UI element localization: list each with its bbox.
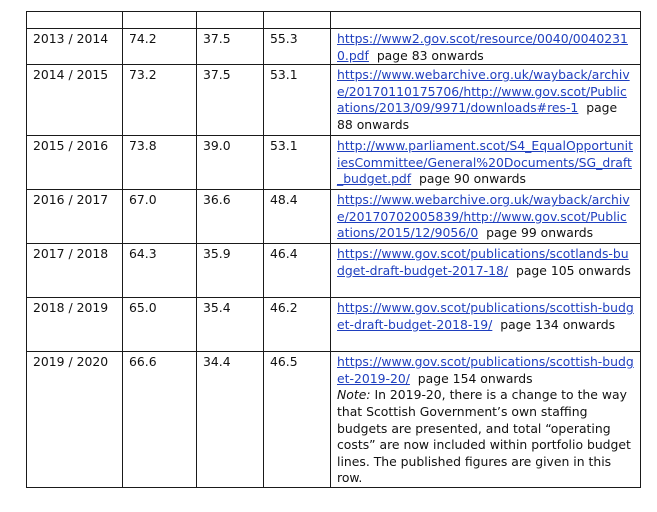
value-cell-a: 66.6	[123, 352, 197, 488]
value-cell-a: 65.0	[123, 298, 197, 352]
page-reference: page 99 onwards	[486, 225, 594, 241]
value-cell-b: 37.5	[197, 29, 264, 65]
source-cell	[331, 352, 641, 488]
source-link[interactable]: https://www2.gov.scot/resource/0040/00402310.pdf	[337, 31, 628, 63]
table-row	[27, 136, 641, 190]
value-cell-a: 73.8	[123, 136, 197, 190]
value-cell-c: 53.1	[264, 136, 331, 190]
value-cell-b: 35.4	[197, 298, 264, 352]
table-row	[27, 298, 641, 352]
header-cell	[331, 12, 641, 29]
value-cell-b: 37.5	[197, 65, 264, 136]
year-cell: 2017 / 2018	[27, 244, 123, 298]
table-header-row	[27, 12, 641, 29]
year-cell: 2014 / 2015	[27, 65, 123, 136]
note-text: In 2019-20, there is a change to the way that Scottish Government’s own staffing budgets are presented, and total “operating costs” are now included within portfolio budget lines. The published figures are given in this row.	[337, 387, 631, 486]
source-link[interactable]: https://www.webarchive.org.uk/wayback/archive/20170110175706/http://www.gov.scot/Publications/2013/09/9971/downloads#res-1	[337, 67, 630, 116]
header-cell	[264, 12, 331, 29]
value-cell-a: 67.0	[123, 190, 197, 244]
value-cell-a: 74.2	[123, 29, 197, 65]
year-cell: 2018 / 2019	[27, 298, 123, 352]
note-label: Note:	[337, 387, 371, 403]
source-cell	[331, 244, 641, 298]
source-link[interactable]: https://www.gov.scot/publications/scottish-budget-2019-20/	[337, 354, 634, 386]
page-reference: page 134 onwards	[500, 316, 616, 332]
value-cell-a: 64.3	[123, 244, 197, 298]
value-cell-b: 39.0	[197, 136, 264, 190]
header-cell	[123, 12, 197, 29]
header-cell	[197, 12, 264, 29]
table-row	[27, 29, 641, 65]
table-row	[27, 352, 641, 488]
source-link[interactable]: http://www.parliament.scot/S4_EqualOpportunitiesCommittee/General%20Documents/SG_draft_budget.pdf	[337, 138, 633, 187]
source-cell	[331, 65, 641, 136]
year-cell: 2019 / 2020	[27, 352, 123, 488]
table-row	[27, 190, 641, 244]
value-cell-b: 34.4	[197, 352, 264, 488]
value-cell-c: 46.2	[264, 298, 331, 352]
value-cell-b: 36.6	[197, 190, 264, 244]
source-cell	[331, 136, 641, 190]
header-cell	[27, 12, 123, 29]
value-cell-c: 53.1	[264, 65, 331, 136]
page-reference: page 105 onwards	[515, 262, 631, 278]
year-cell: 2016 / 2017	[27, 190, 123, 244]
value-cell-a: 73.2	[123, 65, 197, 136]
value-cell-c: 48.4	[264, 190, 331, 244]
source-cell	[331, 298, 641, 352]
value-cell-c: 46.4	[264, 244, 331, 298]
value-cell-c: 46.5	[264, 352, 331, 488]
page-reference: page 154 onwards	[417, 370, 533, 386]
source-link[interactable]: https://www.gov.scot/publications/scottish-budget-draft-budget-2018-19/	[337, 300, 634, 332]
year-cell: 2013 / 2014	[27, 29, 123, 65]
source-cell	[331, 29, 641, 65]
year-cell: 2015 / 2016	[27, 136, 123, 190]
page-reference: page 88 onwards	[337, 100, 618, 132]
table-row	[27, 65, 641, 136]
source-link[interactable]: https://www.gov.scot/publications/scotlands-budget-draft-budget-2017-18/	[337, 246, 629, 278]
table-row	[27, 244, 641, 298]
page-reference: page 90 onwards	[419, 171, 526, 187]
source-link[interactable]: https://www.webarchive.org.uk/wayback/archive/20170702005839/http://www.gov.scot/Publications/2015/12/9056/0	[337, 192, 630, 241]
page-reference: page 83 onwards	[376, 47, 484, 63]
value-cell-c: 55.3	[264, 29, 331, 65]
source-cell	[331, 190, 641, 244]
budget-table	[26, 11, 641, 488]
value-cell-b: 35.9	[197, 244, 264, 298]
